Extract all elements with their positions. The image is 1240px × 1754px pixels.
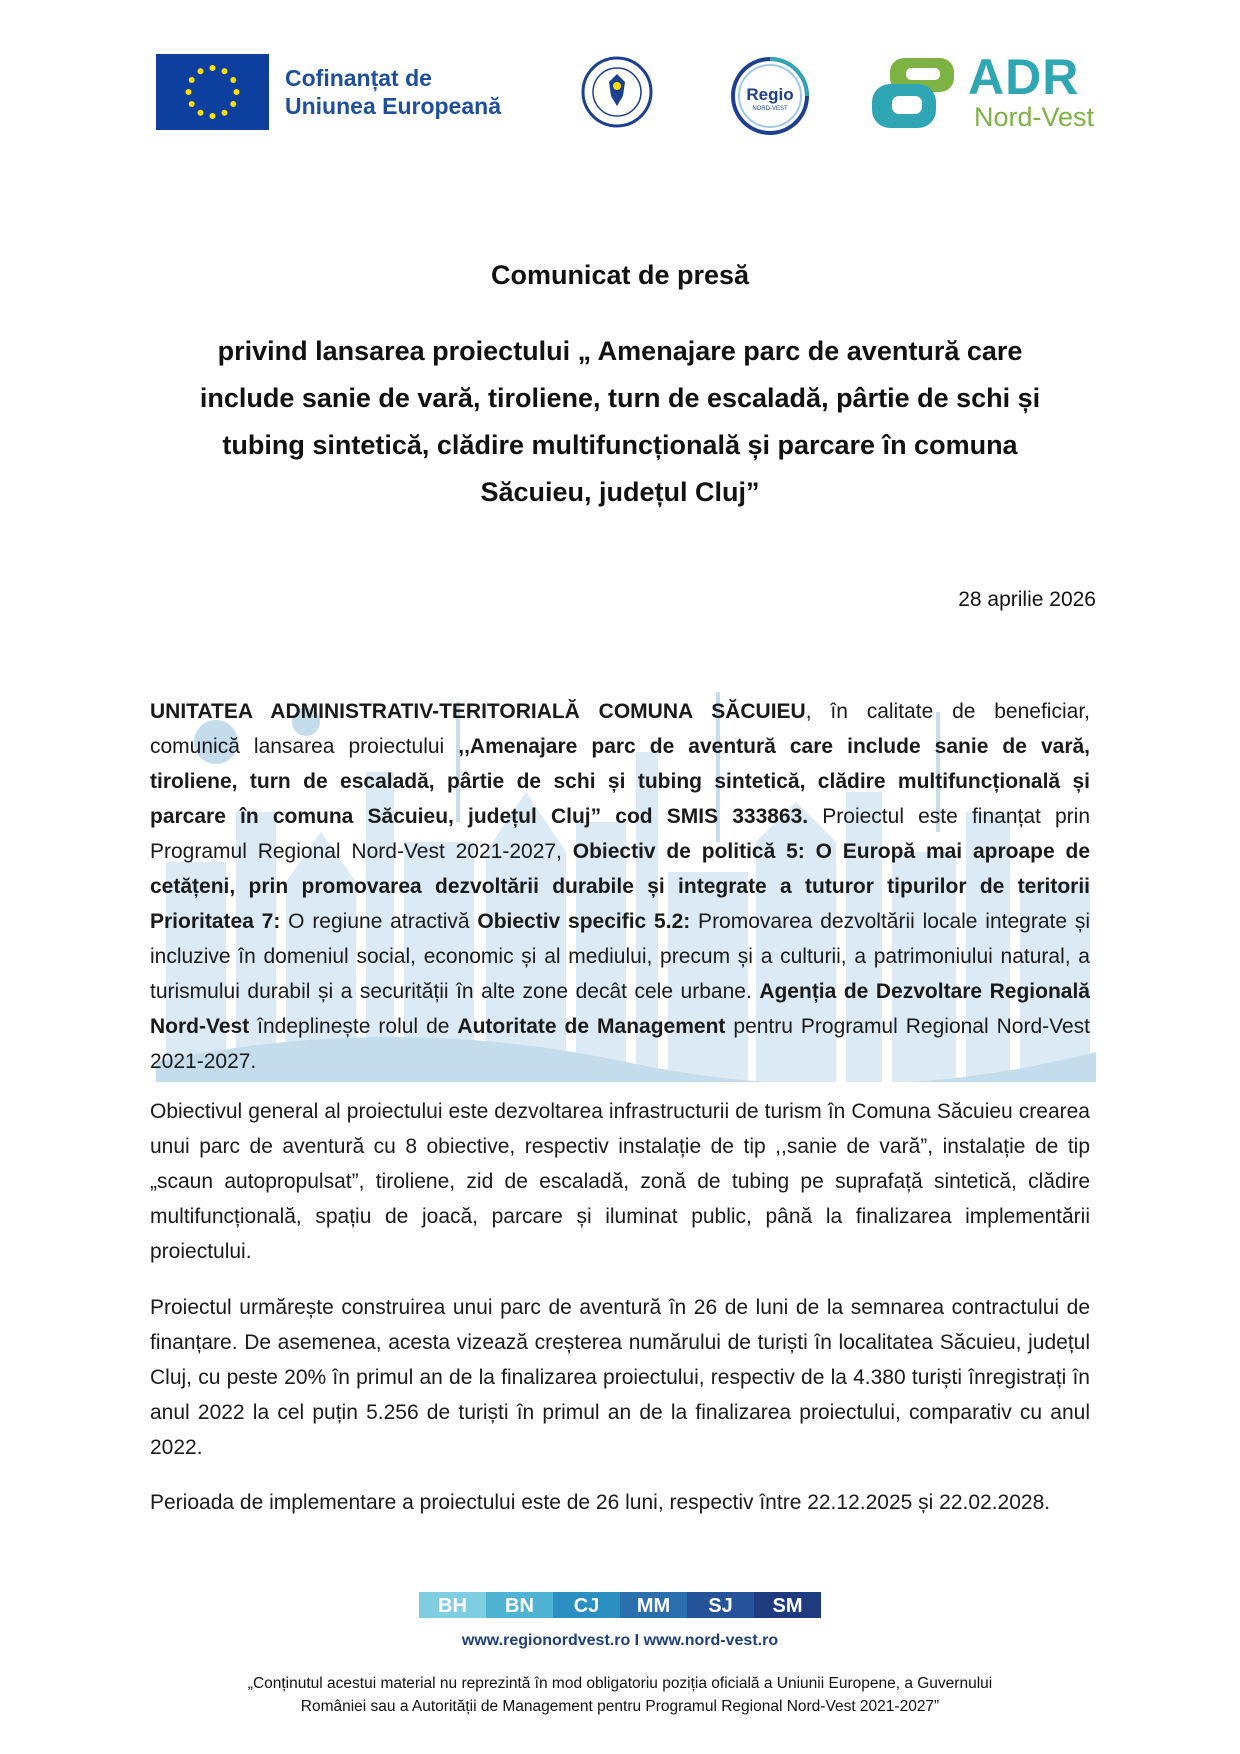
adr-emblem-icon bbox=[870, 54, 960, 134]
agency-name: Agenția de Dezvoltare Regională Nord-Vest bbox=[150, 980, 1090, 1038]
eu-cofinancing-logo bbox=[156, 54, 501, 130]
paragraph-objective: Obiectivul general al proiectului este dezvoltarea infrastructurii de turism în Comuna Săcuieu crearea unui parc de aventură cu 8 obiective, respectiv instalație de tip ,,sanie de vară”, instalație de tip „scaun autopropulsat”, tiroliene, zid de escaladă, zonă de tubing pe suprafață sintetică, clădire multifuncțională, spațiu de joacă, parcare și iluminat public, până la finalizarea implementării proiectului. bbox=[150, 1100, 1090, 1263]
regio-logo bbox=[730, 56, 810, 136]
county-badge: MM bbox=[620, 1592, 687, 1618]
paragraph-text: O regiune atractivă bbox=[280, 910, 478, 933]
subtitle-line: tubing sintetică, clădire multifuncțională și parcare în comuna bbox=[222, 430, 1018, 460]
page-title: Comunicat de presă bbox=[490, 260, 750, 290]
subtitle-line: include sanie de vară, tiroliene, turn de escaladă, pârtie de schi și bbox=[199, 383, 1041, 413]
county-badge: BN bbox=[486, 1592, 553, 1618]
paragraph-text: pentru Programul Regional Nord-Vest 2021-2027. bbox=[150, 1015, 1091, 1073]
paragraph-text: îndeplinește rolul de bbox=[249, 1015, 458, 1038]
paragraph-text: Proiectul este finanțat prin Programul Regional Nord-Vest 2021-2027, bbox=[150, 805, 1091, 863]
eu-text-line2: Uniunea Europeană bbox=[285, 93, 501, 119]
regio-logo-sub: NORD-VEST bbox=[752, 106, 788, 112]
project-name: ,,Amenajare parc de aventură care include sanie de vară, tiroliene, turn de escaladă, pârtie de schi și tubing sintetică, clădire multifuncțională și parcare în comuna Săcuieu, județul Cluj” cod SMIS 333863. bbox=[150, 735, 1090, 828]
page-subtitle bbox=[150, 328, 1090, 516]
disclaimer-line: României sau a Autorității de Management pentru Programul Regional Nord-Vest 2021-2027” bbox=[300, 1698, 940, 1715]
paragraph-text: , în calitate de beneficiar, comunică lansarea proiectului bbox=[150, 700, 1090, 758]
website-links: www.regionordvest.ro I www.nord-vest.ro bbox=[461, 1632, 779, 1649]
subtitle-line: Săcuieu, județul Cluj” bbox=[480, 477, 760, 507]
county-badge: SM bbox=[754, 1592, 821, 1618]
managing-authority: Autoritate de Management bbox=[457, 1015, 726, 1038]
adr-logo-label: ADR bbox=[968, 49, 1080, 105]
specific-objective: Obiectiv specific 5.2: bbox=[477, 910, 691, 933]
eu-flag-icon bbox=[156, 54, 269, 130]
adr-nord-vest-logo bbox=[870, 49, 1096, 134]
paragraph-text: Promovarea dezvoltării locale integrate și incluzive în domeniul social, economic și al mediului, precum și a culturii, a patrimoniului natural, a turismului durabil și a securității în alte zone decât cele urbane. bbox=[150, 910, 1090, 1003]
press-date: 28 aprilie 2026 bbox=[958, 588, 1096, 611]
beneficiary-name: UNITATEA ADMINISTRATIV-TERITORIALĂ COMUNA SĂCUIEU bbox=[150, 700, 806, 723]
disclaimer-line: „Conținutul acestui material nu reprezintă în mod obligatoriu poziția oficială a Uniunii Europene, a Guvernului bbox=[247, 1675, 993, 1692]
county-badge: BH bbox=[419, 1592, 486, 1618]
paragraph-intro bbox=[150, 694, 1090, 1079]
adr-logo-sub: Nord-Vest bbox=[974, 102, 1095, 132]
county-badge: CJ bbox=[553, 1592, 620, 1618]
policy-objective: Obiectiv de politică 5: O Europă mai aproape de cetățeni, prin promovarea dezvoltării durabile și integrate a tuturor tipurilor de teritorii Prioritatea 7: bbox=[150, 840, 1091, 933]
eu-text-line1: Cofinanțat de bbox=[285, 65, 432, 91]
government-seal-icon bbox=[581, 56, 653, 128]
regio-logo-label: Regio bbox=[746, 85, 794, 104]
paragraph-period: Perioada de implementare a proiectului este de 26 luni, respectiv între 22.12.2025 și 22.02.2028. bbox=[150, 1491, 1051, 1514]
county-badge: SJ bbox=[687, 1592, 754, 1618]
disclaimer bbox=[180, 1672, 1060, 1718]
header-logos bbox=[156, 49, 1096, 142]
subtitle-line: privind lansarea proiectului „ Amenajare parc de aventură care bbox=[217, 336, 1023, 366]
county-bar bbox=[419, 1592, 821, 1618]
paragraph-goals: Proiectul urmărește construirea unui parc de aventură în 26 de luni de la semnarea contractului de finanțare. De asemenea, acesta vizează creșterea numărului de turiști în localitatea Săcuieu, județul Cluj, cu peste 20% în primul an de la finalizarea proiectului, respectiv de la 4.380 turiști înregistrați în anul 2022 la cel puțin 5.256 de turiști în primul an de la finalizarea proiectului, comparativ cu anul 2022. bbox=[150, 1296, 1090, 1459]
